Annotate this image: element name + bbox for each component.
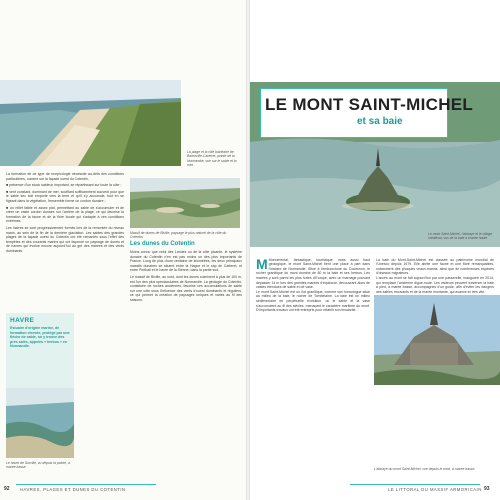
paragraph: Moins connu que celui des Landes ou de la côte picarde, le système dunaire du Cotentin n'en est pas moins un des plus importants de France. Long de plus d'une centaine de kilomètres, les deux principaux massifs dunaires se situent entre la Hague et le cap de Carteret, et entre Portbail et le havre de la Sienne, dans la partie sud. (130, 250, 242, 273)
paragraph: La formation de ce type de morphologie nécessite au-delà des conditions particulières, comme sur la façade ouest du Cotentin, (6, 172, 124, 181)
middle-photo-caption: Massif de dunes de Biville, paysage le plus naturel de la côte du Cotentin. (130, 231, 227, 240)
left-body-column-1 (6, 172, 124, 256)
paragraph: Le massif de Biville, au nord, dont les dunes culminent à plus de 100 m, est l'un des plus spectaculaires de Normandie. La géologie du Cotentin, constituée de roches anciennes, favorise ces accumulations de sable sur une côte sous l'influence des vents d'ouest dominants et réguliers, ce qui permet la création de paysages uniques et variés au fil des saisons. (130, 274, 242, 302)
footer-left: HAVRES, PLAGES ET DUNES DU COTENTIN (20, 487, 126, 492)
paragraph: Les havres se sont progressivement formés lors de la remontée du niveau marin, au sein de la fin de la dernière glaciation. Les sables des grandes plages de la façade ouest du Cotentin ont été remaniés sous l'effet des tempêtes et des courants marins qui ont façonné un paysage de dunes et de havres qui évolue encore aujourd'hui au gré des marées et des vents dominants. (6, 225, 124, 253)
havre-title: HAVRE (10, 317, 35, 324)
page-number-left: 92 (4, 486, 10, 492)
beach-dunes-photo (0, 80, 181, 166)
bullet-item: ■ présence d'un stock sableux important, se répartissant sur toute la côte ; (6, 183, 122, 188)
right-body-column-2 (376, 253, 494, 294)
abbey-photo (374, 295, 500, 385)
left-body-column-2 (130, 250, 242, 305)
paragraph: Monumental, fantastique, touristique, mais aussi haut géologique, le mont Saint-Michel tient une place à part dans l'histoire de Normandie. Situé à l'embouchure du Couesnon, le rocher granitique du mont domine de 80 m la baie et ses herbus. Les marées y sont parmi les plus fortes d'Europe, avec un marnage pouvant dépasser 14 m lors des grandes marées d'équinoxe, découvrant alors de vastes étendues de sable et de vase. Le mont Saint-Michel est un îlot granitique, comme son homologue situé au milieu de la baie, le rocher de Tombelaine. La baie est un milieu sédimentaire en perpétuelle évolution, où le sable et la vase s'accumulent au fil des siècles, menaçant le caractère maritime du mont. D'importants travaux ont été entrepris pour rétablir son insularité. (256, 257, 370, 313)
bottom-photo-caption: Le havre de Surville, vu depuis la pointe, à marée basse. (6, 461, 70, 470)
bullet-item: ■ vent constant, dominant de mer, soufflant suffisamment souvent pour que le sable sec soit emporté vers la terre et qu'il s'y accumule, tout en se figeant dans la végétation, l'ensemble forme un cordon dunaire ; (6, 189, 124, 203)
left-page (0, 0, 246, 500)
aerial-photo-caption: Le mont Saint-Michel, l'abbaye et le village médiéval, vus de la baie à marée haute. (428, 232, 493, 241)
page-subtitle: et sa baie (357, 116, 403, 127)
footer-rule (350, 484, 480, 485)
drop-cap: M (256, 255, 268, 272)
right-page (250, 0, 500, 500)
title-box (260, 88, 474, 138)
footer-right: LE LITTORAL DU MASSIF ARMORICAIN (388, 487, 482, 492)
abbey-photo-caption: L'abbaye du mont Saint-Michel, vue depuis le nord, à marée basse. (374, 467, 476, 471)
havre-photo (6, 388, 74, 458)
paragraph: La baie du Mont-Saint-Michel est classée au patrimoine mondial de l'Unesco depuis 1979. Elle abrite une faune et une flore remarquables, notamment des phoques veaux-marins, ainsi que de nombreuses espèces d'oiseaux migrateurs. L'accès au mont se fait aujourd'hui par une passerelle, inaugurée en 2014, qui remplace l'ancienne digue-route. Les visiteurs peuvent traverser la baie à pied, à marée basse, accompagnés d'un guide, afin d'éviter les dangers des sables mouvants et de la marée montante, qui avance ici très vite. (376, 257, 494, 294)
footer-rule (16, 484, 156, 485)
top-photo-caption: La plage et la ville balnéaire de Barneville-Carteret, pointe de la Normandie, vue sur le sable et la mer. (187, 150, 237, 167)
bullet-item: ■ un relief faible et assez plat, permettant au sable de s'accumuler et de créer un vaste cordon dunaire sur l'arrière de la plage, ce qui favorise la formation de la faune et de la flore locale qui s'adapte à ces conditions extrêmes. (6, 205, 124, 224)
page-number-right: 93 (484, 486, 490, 492)
dunes-heading: Les dunes du Cotentin (130, 241, 195, 247)
dunes-massif-photo (130, 178, 240, 228)
havre-text: Estuaire d'origine marine, de formation récente, protégé par une flèche de sable, on y trouve des prés salés, appelés « herbus » en Normandie. (10, 326, 70, 349)
right-body-column-1 (256, 253, 370, 313)
page-title: LE MONT SAINT-MICHEL (265, 95, 474, 114)
